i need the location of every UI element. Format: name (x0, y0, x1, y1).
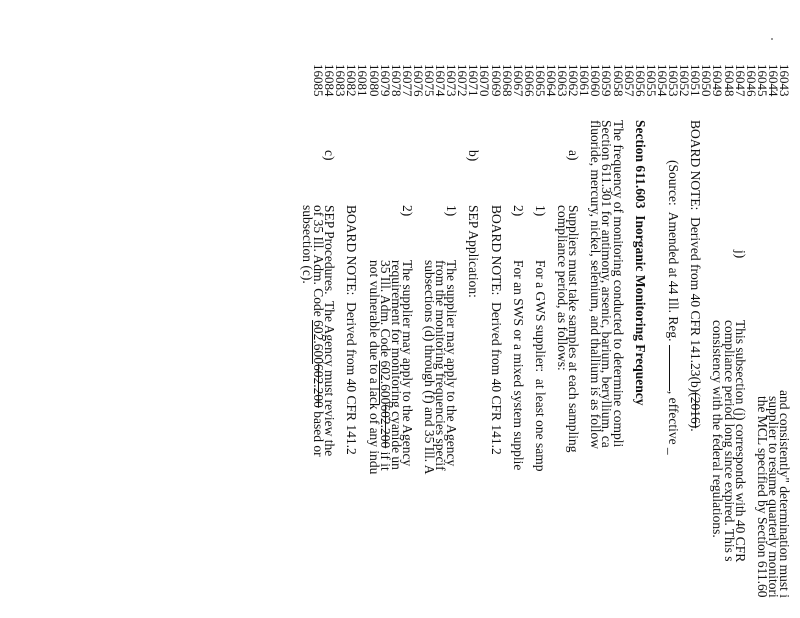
document-body (299, 120, 792, 618)
line-number: 16049 (710, 64, 726, 97)
paragraph-label: 1) (444, 205, 460, 217)
line-number: 16078 (388, 64, 404, 97)
paragraph-label: 2) (399, 205, 415, 217)
line-number: 16059 (599, 64, 615, 97)
paragraph-2: 2) The supplier may apply to the Agency (399, 205, 415, 467)
paragraph-1: 1) For a GWS supplier: at least one samp (532, 205, 548, 472)
text-line: The frequency of monitoring conducted to determine compli (610, 120, 626, 448)
blank-field (669, 345, 679, 391)
line-number: 16080 (366, 64, 382, 97)
text-line: consistency with the federal regulations. (710, 320, 726, 538)
paragraph-label: 2) (510, 205, 526, 217)
line-number: 16047 (732, 64, 748, 97)
text-line: compliance period long since expired. This s (721, 320, 737, 562)
subsection-label: b) (466, 150, 482, 162)
board-note: BOARD NOTE: Derived from 40 CFR 141.23(b)(2016). (688, 120, 704, 432)
line-number: 16043 (777, 64, 792, 97)
line-number: 16079 (377, 64, 393, 97)
line-number: 16064 (544, 64, 560, 97)
struck-text: 602.200 (311, 364, 327, 408)
line-number: 16076 (410, 64, 426, 97)
line-number: 16071 (466, 64, 482, 97)
text-line: subsection (c). (299, 205, 315, 284)
line-number: 16060 (588, 64, 604, 97)
section-heading: Section 611.603 Inorganic Monitoring Frequency (632, 120, 648, 406)
line-number: 16082 (344, 64, 360, 97)
board-note: BOARD NOTE: Derived from 40 CFR 141.2 (344, 205, 360, 455)
line-number-column (313, 64, 790, 104)
line-number: 16068 (499, 64, 515, 97)
line-number: 16056 (632, 64, 648, 97)
subsection-a: a) Suppliers must take samples at each sampling (566, 150, 582, 453)
text-line: the MCL specified by Section 611.60 (754, 396, 770, 598)
subsection-label: c) (322, 150, 338, 161)
paragraph-1: 1) The supplier may apply to the Agency (444, 205, 460, 467)
line-number: 16077 (399, 64, 415, 97)
text-line: fluoride, mercury, nickel, selenium, and thallium is as follow (588, 120, 604, 450)
text-line: supplier to resume quarterly monitori (765, 396, 781, 598)
blank-line (357, 120, 368, 618)
line-number: 16045 (754, 64, 770, 97)
subsection-c: c) SEP Procedures. The Agency must review the (322, 150, 338, 457)
line-number: 16048 (721, 64, 737, 97)
text-line: requirement for monitoring cyanide un (388, 260, 404, 470)
line-number: 16085 (311, 64, 327, 97)
line-number: 16073 (444, 64, 460, 97)
line-number: 16081 (355, 64, 371, 97)
line-number: 16065 (532, 64, 548, 97)
board-note: BOARD NOTE: Derived from 40 CFR 141.2 (488, 205, 504, 455)
subsection-label: j) (732, 250, 748, 259)
blank-line (479, 120, 490, 618)
line-number: 16067 (510, 64, 526, 97)
line-number: 16083 (333, 64, 349, 97)
line-number: 16057 (621, 64, 637, 97)
line-number: 16055 (643, 64, 659, 97)
blank-line (657, 120, 668, 618)
source-note: (Source: Amended at 44 Ill. Reg. , effective _ (666, 160, 682, 455)
line-number: 16074 (433, 64, 449, 97)
subsection-j: j) This subsection (j) corresponds with 40 CFR (732, 250, 748, 563)
text-line: and consistently" determination must i (777, 390, 792, 598)
line-number: 16062 (566, 64, 582, 97)
line-number: 16070 (477, 64, 493, 97)
line-number: 16054 (654, 64, 670, 97)
line-number: 16046 (743, 64, 759, 97)
struck-text: 602.200 (377, 404, 393, 449)
struck-text: (2016) (688, 392, 704, 429)
line-number: 16053 (666, 64, 682, 97)
line-number: 16044 (765, 64, 781, 97)
line-number: 16069 (488, 64, 504, 97)
subsection-label: a) (566, 150, 582, 161)
text-line: compliance period, as follows: (555, 205, 571, 371)
text-line: 35 Ill. Adm. Code 602.600602.200 if it (377, 260, 393, 471)
line-number: 16072 (455, 64, 471, 97)
line-number: 16066 (521, 64, 537, 97)
text-line: subsections (d) through (f) and 35 Ill. A (422, 260, 437, 475)
text-line: not vulnerable due to a lack of any indu (366, 260, 382, 475)
paragraph-label: 1) (532, 205, 548, 217)
line-number: 16058 (610, 64, 626, 97)
line-number: 16051 (688, 64, 704, 97)
line-number: 16075 (422, 64, 437, 97)
text-line: from the monitoring frequencies specif (433, 260, 449, 471)
line-number: 16052 (677, 64, 693, 97)
line-number: 16050 (699, 64, 715, 97)
paragraph-2: 2) For an SWS or a mixed system supplie (510, 205, 526, 471)
line-number: 16084 (322, 64, 338, 97)
inserted-text: 602.600 (311, 320, 327, 364)
subsection-b: b) SEP Application: (466, 150, 482, 298)
line-number: 16061 (577, 64, 593, 97)
text-line: of 35 Ill. Adm. Code 602.600602.200 based or (311, 205, 327, 457)
line-number: 16063 (555, 64, 571, 97)
inserted-text: 602.600 (377, 360, 393, 405)
text-line: Section 611.301 for antimony, arsenic, barium, beryllium, ca (599, 120, 615, 448)
